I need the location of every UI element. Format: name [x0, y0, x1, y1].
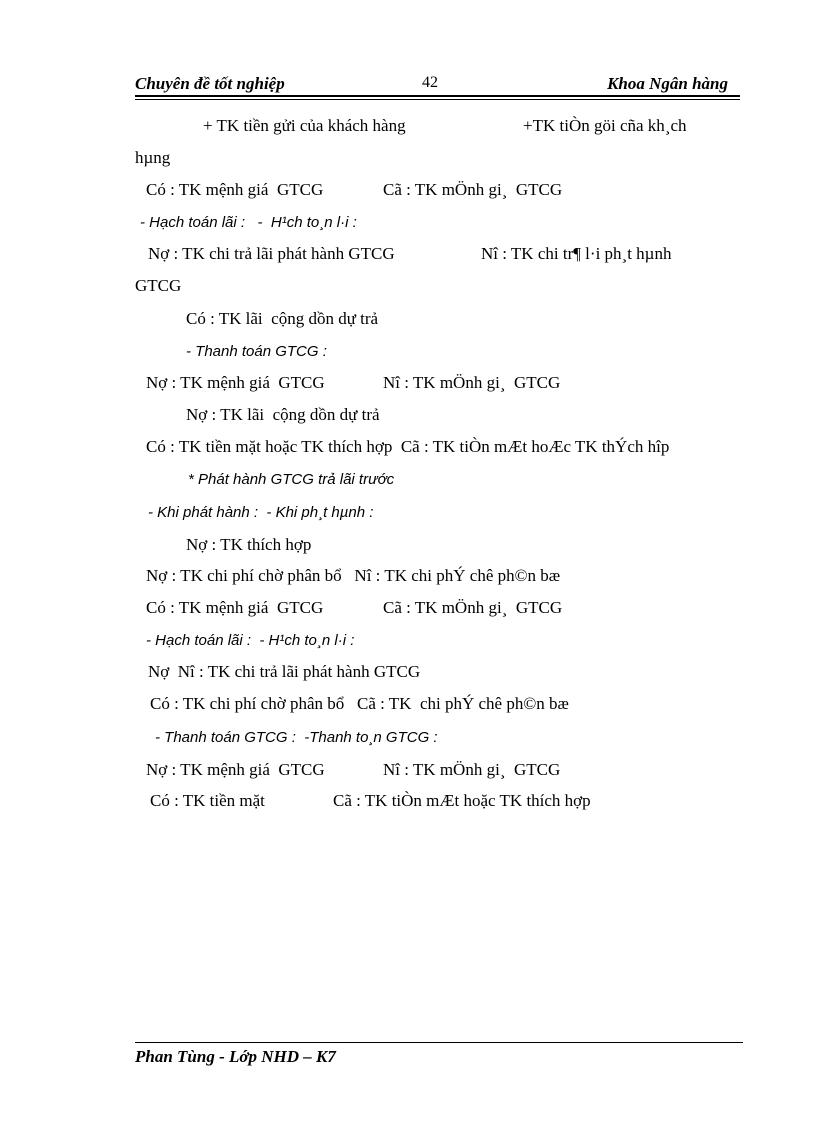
text-line: Nî : TK mÖnh gi¸ GTCG: [383, 373, 561, 392]
text-line: Cã : TK mÖnh gi¸ GTCG: [383, 180, 563, 199]
text-line: + TK tiền gửi của khách hàng: [203, 116, 406, 135]
header-title: Chuyên đề tốt nghiệp: [135, 74, 285, 93]
text-line: hµng: [135, 148, 171, 167]
header-rule-thin: [135, 99, 740, 100]
text-line: Nợ : TK chi phí chờ phân bổ Nî : TK chi phÝ chê ph©n bæ: [146, 566, 561, 585]
footer-rule: [135, 1042, 743, 1043]
text-line: Nî : TK chi tr¶ l·i ph¸t hµnh: [481, 244, 672, 263]
text-line: - Hạch toán lãi : - H¹ch to¸n l·i :: [146, 632, 355, 649]
text-line: Nợ : TK mệnh giá GTCG: [146, 373, 325, 392]
text-line: Có : TK tiền mặt hoặc TK thích hợp Cã : TK tiÒn mÆt hoÆc TK thÝch hîp: [146, 437, 670, 456]
text-line: Có : TK chi phí chờ phân bổ Cã : TK chi phÝ chê ph©n bæ: [150, 694, 569, 713]
text-line: Có : TK lãi cộng dồn dự trả: [186, 309, 379, 328]
text-line: Có : TK mệnh giá GTCG: [146, 598, 324, 617]
footer-author: Phan Tùng - Lớp NHD – K7: [135, 1047, 336, 1066]
text-line: - Hạch toán lãi : - H¹ch to¸n l·i :: [140, 214, 357, 231]
text-line: Nợ : TK lãi cộng dồn dự trả: [186, 405, 380, 424]
text-line: Nợ : TK chi trả lãi phát hành GTCG: [148, 244, 395, 263]
text-line: * Phát hành GTCG trả lãi trước: [188, 471, 395, 488]
text-line: Nợ Nî : TK chi trả lãi phát hành GTCG: [148, 662, 421, 681]
text-line: Nợ : TK thích hợp: [186, 535, 312, 554]
text-line: Có : TK mệnh giá GTCG: [146, 180, 324, 199]
text-line: - Thanh toán GTCG : -Thanh to¸n GTCG :: [155, 729, 438, 746]
page-number: 42: [422, 74, 438, 91]
text-line: Cã : TK tiÒn mÆt hoặc TK thích hợp: [333, 791, 591, 810]
header-rule-thick: [135, 95, 740, 97]
text-line: Nî : TK mÖnh gi¸ GTCG: [383, 760, 561, 779]
header-department: Khoa Ngân hàng: [607, 74, 728, 93]
text-line: Nợ : TK mệnh giá GTCG: [146, 760, 325, 779]
text-line: - Thanh toán GTCG :: [186, 343, 327, 360]
text-line: Cã : TK mÖnh gi¸ GTCG: [383, 598, 563, 617]
text-line: +TK tiÒn göi cña kh¸ch: [523, 116, 687, 135]
text-line: Có : TK tiền mặt: [150, 791, 265, 810]
text-line: - Khi phát hành : - Khi ph¸t hµnh :: [148, 504, 374, 521]
text-line: GTCG: [135, 276, 182, 295]
